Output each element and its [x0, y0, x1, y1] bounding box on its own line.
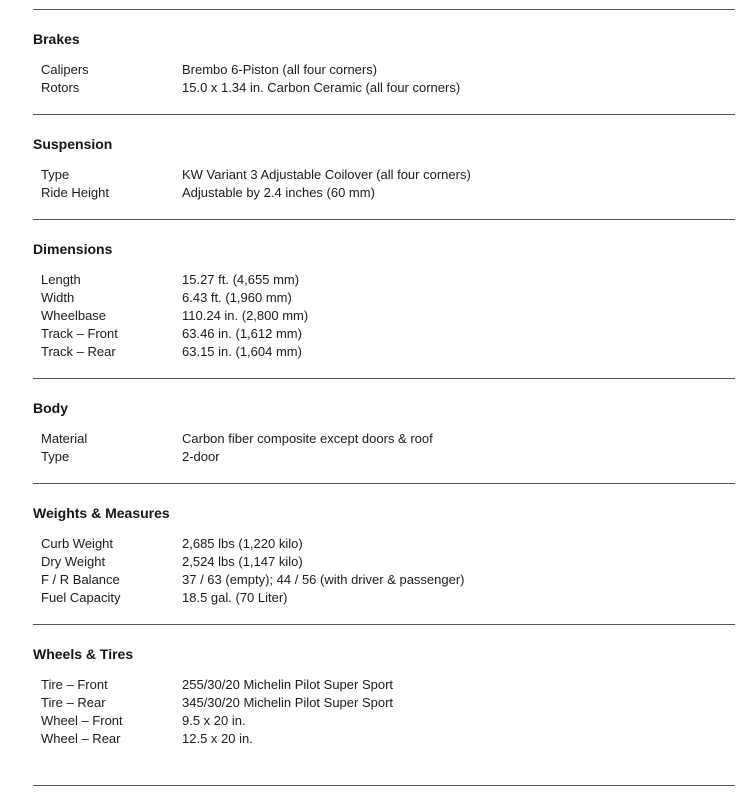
spec-value: 2,685 lbs (1,220 kilo): [182, 536, 303, 551]
spec-label: Dry Weight: [41, 554, 106, 569]
section-body: [33, 378, 735, 466]
section-divider: [33, 219, 735, 220]
spec-row: [33, 184, 735, 202]
section-title-brakes: Brakes: [33, 31, 80, 47]
spec-label: Track – Rear: [41, 344, 116, 359]
spec-label: Rotors: [41, 80, 80, 95]
spec-value: 345/30/20 Michelin Pilot Super Sport: [182, 695, 394, 710]
spec-row: [33, 730, 735, 748]
section-divider: [33, 624, 735, 625]
section-brakes: [33, 9, 735, 97]
spec-row: [33, 307, 735, 325]
spec-row: [33, 343, 735, 361]
spec-row: [33, 535, 735, 553]
spec-label: Wheel – Rear: [41, 731, 121, 746]
spec-label: Width: [41, 290, 75, 305]
spec-label: Track – Front: [41, 326, 118, 341]
spec-row: [33, 589, 735, 607]
section-title-dimensions: Dimensions: [33, 241, 113, 257]
spec-label: Tire – Rear: [41, 695, 106, 710]
spec-row: [33, 61, 735, 79]
spec-row: [33, 571, 735, 589]
section-weights-measures: [33, 483, 735, 607]
bottom-divider: [33, 785, 735, 786]
spec-row: [33, 289, 735, 307]
section-title-suspension: Suspension: [33, 136, 113, 152]
section-title-body: Body: [33, 400, 68, 416]
spec-rows: [33, 430, 735, 466]
spec-value: 6.43 ft. (1,960 mm): [182, 290, 292, 305]
section-divider: [33, 9, 735, 10]
spec-rows: [33, 61, 735, 97]
spec-value: 255/30/20 Michelin Pilot Super Sport: [182, 677, 394, 692]
section-suspension: [33, 114, 735, 202]
spec-label: Wheel – Front: [41, 713, 123, 728]
spec-label: Type: [41, 449, 70, 464]
spec-row: [33, 325, 735, 343]
spec-value: 2,524 lbs (1,147 kilo): [182, 554, 303, 569]
spec-value: Carbon fiber composite except doors & roof: [182, 431, 433, 446]
spec-value: 15.27 ft. (4,655 mm): [182, 272, 300, 287]
section-dimensions: [33, 219, 735, 361]
spec-label: Fuel Capacity: [41, 590, 121, 605]
spec-rows: [33, 676, 735, 748]
spec-value: 9.5 x 20 in.: [182, 713, 246, 728]
spec-value: KW Variant 3 Adjustable Coilover (all four corners): [182, 167, 471, 182]
spec-value: 15.0 x 1.34 in. Carbon Ceramic (all four corners): [182, 80, 461, 95]
spec-row: [33, 166, 735, 184]
spec-value: 2-door: [182, 449, 220, 464]
spec-value: Adjustable by 2.4 inches (60 mm): [182, 185, 375, 200]
spec-value: 37 / 63 (empty); 44 / 56 (with driver & passenger): [182, 572, 465, 587]
spec-label: Calipers: [41, 62, 89, 77]
spec-rows: [33, 271, 735, 361]
section-divider: [33, 483, 735, 484]
section-divider: [33, 114, 735, 115]
spec-row: [33, 712, 735, 730]
spec-value: 110.24 in. (2,800 mm): [182, 308, 309, 323]
section-wheels-tires: [33, 624, 735, 748]
section-divider: [33, 378, 735, 379]
spec-row: [33, 448, 735, 466]
spec-label: Length: [41, 272, 81, 287]
spec-value: 63.15 in. (1,604 mm): [182, 344, 302, 359]
section-title-wheels-tires: Wheels & Tires: [33, 646, 134, 662]
spec-row: [33, 271, 735, 289]
spec-value: 18.5 gal. (70 Liter): [182, 590, 288, 605]
spec-label: Ride Height: [41, 185, 109, 200]
spec-row: [33, 79, 735, 97]
section-title-weights-measures: Weights & Measures: [33, 505, 170, 521]
spec-value: Brembo 6-Piston (all four corners): [182, 62, 378, 77]
spec-row: [33, 694, 735, 712]
spec-row: [33, 553, 735, 571]
spec-row: [33, 676, 735, 694]
spec-row: [33, 430, 735, 448]
spec-label: Type: [41, 167, 70, 182]
spec-value: 63.46 in. (1,612 mm): [182, 326, 302, 341]
spec-label: F / R Balance: [41, 572, 120, 587]
spec-label: Tire – Front: [41, 677, 108, 692]
spec-rows: [33, 166, 735, 202]
spec-sheet: [33, 9, 735, 786]
spec-label: Curb Weight: [41, 536, 114, 551]
spec-value: 12.5 x 20 in.: [182, 731, 253, 746]
spec-label: Wheelbase: [41, 308, 107, 323]
spec-label: Material: [41, 431, 88, 446]
spec-rows: [33, 535, 735, 607]
